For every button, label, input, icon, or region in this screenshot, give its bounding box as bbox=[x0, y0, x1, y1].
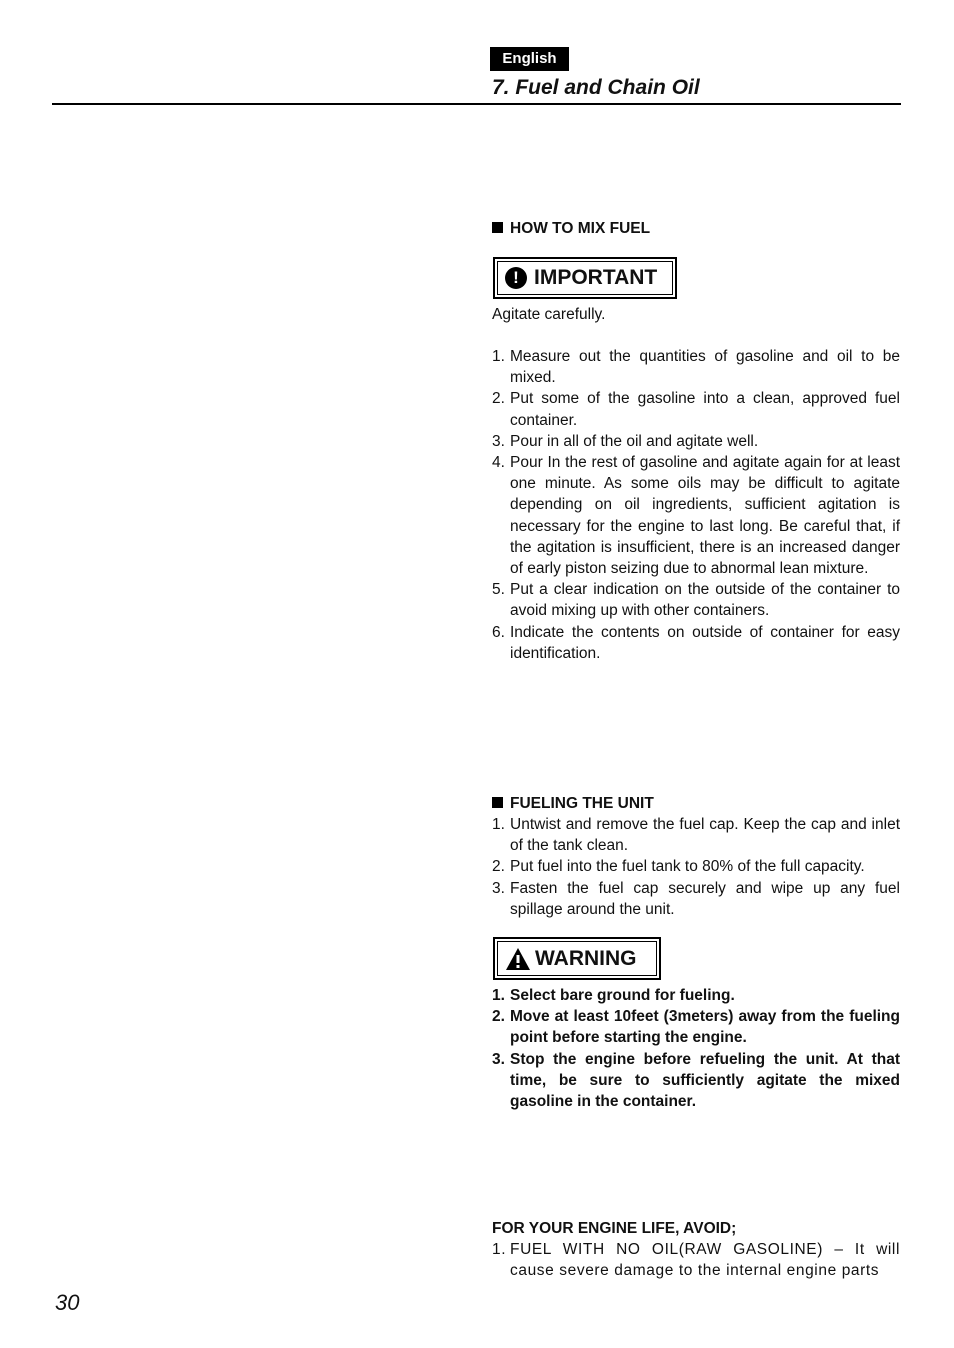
fueling-heading bbox=[492, 793, 900, 814]
avoid-steps bbox=[492, 1239, 900, 1281]
warning-steps bbox=[492, 985, 900, 1112]
list-item: 1. FUEL WITH NO OIL(RAW GASOLINE) – It will cause severe damage to the internal engine parts bbox=[492, 1241, 900, 1280]
square-bullet-icon bbox=[492, 222, 503, 233]
section-title: 7. Fuel and Chain Oil bbox=[492, 76, 700, 99]
list-item: 6. Indicate the contents on outside of container for easy identification. bbox=[492, 623, 900, 662]
list-item: 3. Stop the engine before refueling the unit. At that time, be sure to sufficiently agitate the mixed gasoline in the container. bbox=[492, 1050, 900, 1111]
mix-heading-text: HOW TO MIX FUEL bbox=[510, 220, 651, 237]
warning-label: WARNING bbox=[535, 946, 637, 970]
list-item: 1. Measure out the quantities of gasoline and oil to be mixed. bbox=[492, 348, 900, 387]
list-item: 2. Put some of the gasoline into a clean, approved fuel container. bbox=[492, 390, 900, 429]
square-bullet-icon bbox=[492, 797, 503, 808]
avoid-heading: FOR YOUR ENGINE LIFE, AVOID; bbox=[492, 1220, 737, 1237]
list-item: 1. Untwist and remove the fuel cap. Keep the cap and inlet of the tank clean. bbox=[492, 816, 900, 855]
list-item: 3. Pour in all of the oil and agitate well. bbox=[492, 432, 759, 450]
important-box bbox=[493, 257, 677, 299]
page-number: 30 bbox=[55, 1290, 80, 1315]
language-tag: English bbox=[490, 47, 569, 71]
list-item: 4. Pour In the rest of gasoline and agitate again for at least one minute. As some oils may be difficult to agitate depending on oil ingredients, sufficient agitation is necessary for the engine to last long. Be careful that, if the agitation is insufficient, there is an increased danger of early piston seizing due to abnormal lean mixture. bbox=[492, 454, 900, 578]
mix-heading bbox=[492, 218, 900, 239]
mix-steps bbox=[492, 346, 900, 664]
list-item: 2. Put fuel into the fuel tank to 80% of the full capacity. bbox=[492, 858, 865, 876]
important-label: IMPORTANT bbox=[534, 266, 658, 289]
warning-box bbox=[493, 937, 661, 980]
exclamation-icon: ! bbox=[505, 267, 527, 289]
list-item: 1. Select bare ground for fueling. bbox=[492, 987, 735, 1004]
list-item: 3. Fasten the fuel cap securely and wipe up any fuel spillage around the unit. bbox=[492, 879, 900, 918]
fueling-steps bbox=[492, 814, 900, 920]
list-item: 2. Move at least 10feet (3meters) away from the fueling point before starting the engine. bbox=[492, 1008, 900, 1047]
fueling-heading-text: FUELING THE UNIT bbox=[510, 795, 654, 812]
header-rule bbox=[52, 103, 901, 105]
mix-intro: Agitate carefully. bbox=[492, 306, 606, 323]
list-item: 5. Put a clear indication on the outside of the container to avoid mixing up with other containers. bbox=[492, 581, 900, 620]
